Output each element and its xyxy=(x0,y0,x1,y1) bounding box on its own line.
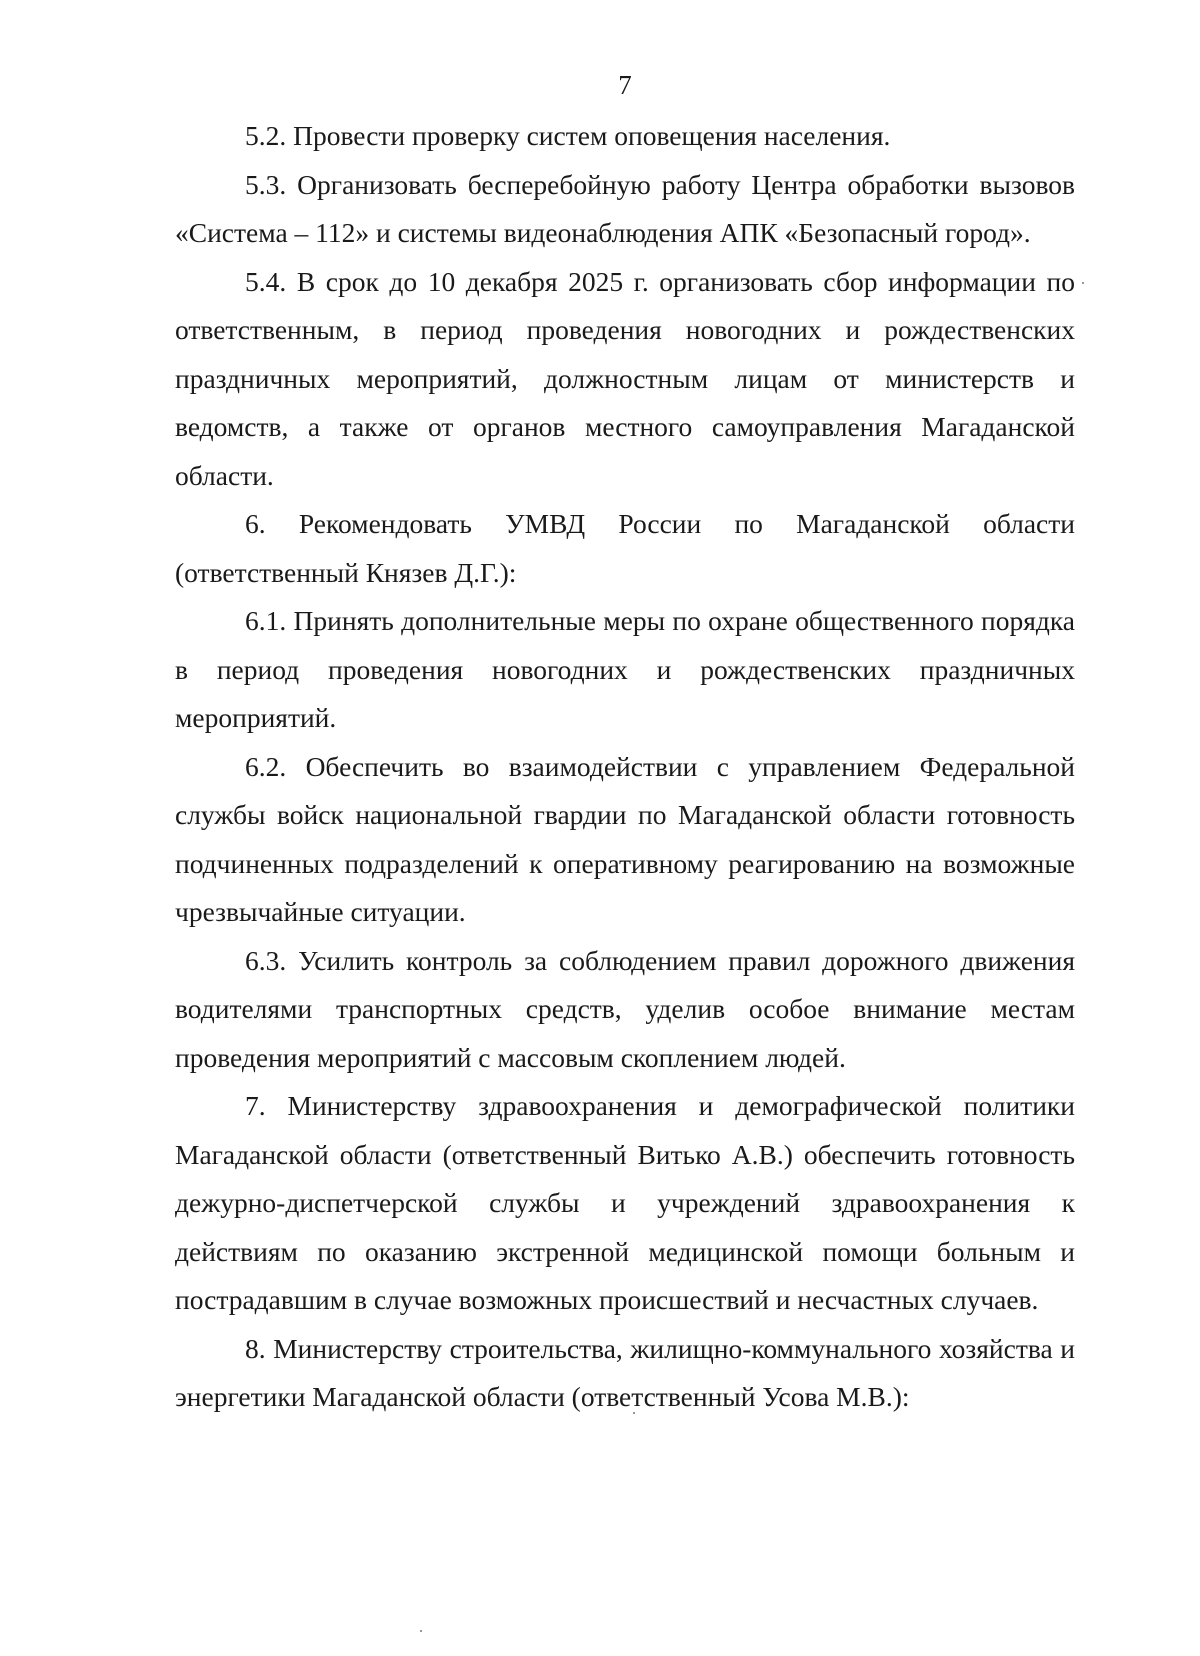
page-number: 7 xyxy=(618,70,632,100)
scan-speck xyxy=(420,1630,422,1632)
paragraph-6-3: 6.3. Усилить контроль за соблюдением правил дорожного движения водителями транспортных средств, уделив особое внимание местам проведения мероприятий с массовым скоплением людей. xyxy=(175,944,1075,1073)
paragraph-5-2: 5.2. Провести проверку систем оповещения населения. xyxy=(245,120,891,151)
paragraph-6-2: 6.2. Обеспечить во взаимодействии с управлением Федеральной службы войск национальной гвардии по Магаданской области готовность подчиненных подразделений к оперативному реагированию на возможные чрезвычайные ситуации. xyxy=(175,750,1075,927)
paragraph-8: 8. Министерству строительства, жилищно-коммунального хозяйства и энергетики Магаданской области (ответственный Усова М.В.): xyxy=(175,1332,1075,1412)
paragraph-6: 6. Рекомендовать УМВД России по Магаданской области (ответственный Князев Д.Г.): xyxy=(175,508,1075,588)
document-body xyxy=(175,112,1075,1422)
paragraph-6-1: 6.1. Принять дополнительные меры по охране общественного порядка в период проведения новогодних и рождественских праздничных мероприятий. xyxy=(175,605,1075,733)
paragraph-5-3: 5.3. Организовать бесперебойную работу Центра обработки вызовов «Система – 112» и системы видеонаблюдения АПК «Безопасный город». xyxy=(175,168,1075,248)
paragraph-5-4: 5.4. В срок до 10 декабря 2025 г. организовать сбор информации по ответственным, в период проведения новогодних и рождественских праздничных мероприятий, должностным лицам от министерств и ведомств, а также от органов местного самоуправления Магаданской области. xyxy=(175,265,1075,491)
scan-speck xyxy=(1082,282,1084,284)
scan-speck xyxy=(633,1412,635,1414)
paragraph-7: 7. Министерству здравоохранения и демографической политики Магаданской области (ответственный Витько А.В.) обеспечить готовность дежурно-диспетчерской службы и учреждений здравоохранения к действиям по оказанию экстренной медицинской помощи больным и пострадавшим в случае возможных происшествий и несчастных случаев. xyxy=(175,1090,1075,1315)
